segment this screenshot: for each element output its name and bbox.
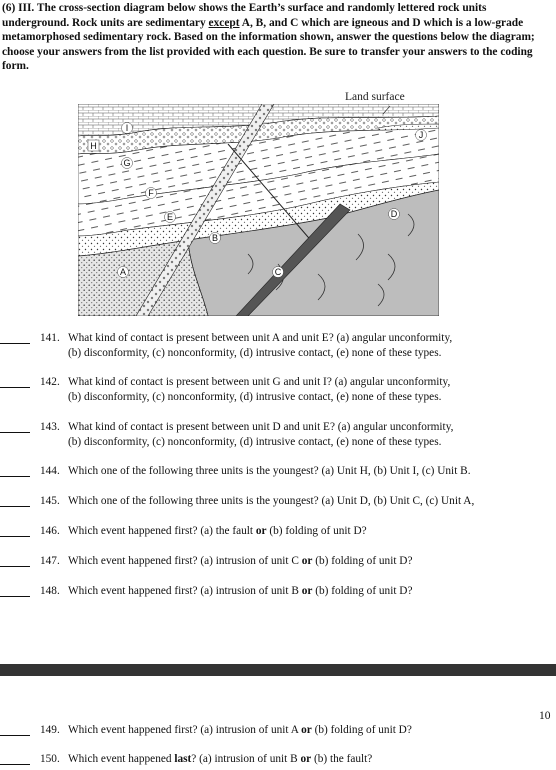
label-g <box>122 158 133 169</box>
answer-blank[interactable] <box>0 735 30 736</box>
question-number: 148. <box>40 585 60 597</box>
question-text: Which event happened first? (a) intrusion of unit B or (b) folding of unit D? <box>68 585 413 597</box>
label-f-text: F <box>148 188 154 198</box>
label-a <box>118 267 129 278</box>
question-150 <box>0 752 556 768</box>
question-text: What kind of contact is present between unit A and unit E? (a) angular unconformity, <box>68 332 453 344</box>
answer-blank[interactable] <box>0 596 30 597</box>
question-number: 145. <box>40 495 60 507</box>
answer-blank[interactable] <box>0 536 30 537</box>
label-i <box>122 123 133 134</box>
answer-blank[interactable] <box>0 566 30 567</box>
question-number: 144. <box>40 465 60 477</box>
land-surface-label: Land surface <box>345 91 405 103</box>
question-text: Which event happened first? (a) intrusion of unit C or (b) folding of unit D? <box>68 555 413 567</box>
emphasis-or: or <box>300 753 312 765</box>
question-text: What kind of contact is present between unit G and unit I? (a) angular unconformity, <box>68 376 451 388</box>
question-text: Which one of the following three units is the youngest? (a) Unit H, (b) Unit I, (c) Unit B. <box>68 465 471 477</box>
label-h <box>88 140 99 151</box>
page-divider <box>0 664 556 676</box>
answer-blank[interactable] <box>0 387 30 388</box>
question-options: (b) disconformity, (c) nonconformity, (d) intrusive contact, (e) none of these types. <box>68 347 442 359</box>
page-number: 10 <box>539 710 551 722</box>
emphasis-last: last <box>174 753 192 765</box>
question-text: Which one of the following three units is the youngest? (a) Unit D, (b) Unit C, (c) Unit A, <box>68 495 475 507</box>
label-j <box>416 130 427 141</box>
question-142 <box>0 375 556 405</box>
question-149 <box>0 723 556 739</box>
label-d <box>389 209 400 220</box>
label-h-text: H <box>90 141 97 151</box>
label-b-text: B <box>211 233 219 243</box>
label-f <box>146 188 157 199</box>
label-c <box>273 267 284 278</box>
emphasis-or: or <box>301 585 313 597</box>
question-148 <box>0 584 556 600</box>
question-text: Which event happened last? (a) intrusion of unit B or (b) the fault? <box>68 753 373 765</box>
question-143 <box>0 420 556 450</box>
question-number: 149. <box>40 724 60 736</box>
emphasis-or: or <box>255 525 267 537</box>
label-d-text: D <box>390 209 398 219</box>
answer-blank[interactable] <box>0 506 30 507</box>
label-g-text: G <box>123 158 131 168</box>
question-options: (b) disconformity, (c) nonconformity, (d) intrusive contact, (e) none of these types. <box>68 391 442 403</box>
question-number: 147. <box>40 555 60 567</box>
label-c-text: C <box>274 267 282 277</box>
label-e <box>165 212 176 223</box>
question-text: What kind of contact is present between unit D and unit E? (a) angular unconformity, <box>68 421 454 433</box>
instructions-paragraph <box>2 1 554 74</box>
emphasis-except: except <box>208 16 240 29</box>
question-146 <box>0 524 556 540</box>
question-number: 142. <box>40 376 60 388</box>
label-b <box>210 233 221 244</box>
question-144 <box>0 464 556 480</box>
cross-section-diagram <box>78 104 439 316</box>
answer-blank[interactable] <box>0 476 30 477</box>
instructions-text: (6) III. The cross-section diagram below shows the Earth’s surface and randomly lettered rock units underground. Rock units are sedimentary <box>2 2 487 29</box>
question-text: Which event happened first? (a) intrusion of unit A or (b) folding of unit D? <box>68 724 412 736</box>
emphasis-or: or <box>301 555 313 567</box>
question-number: 146. <box>40 525 60 537</box>
question-options: (b) disconformity, (c) nonconformity, (d) intrusive contact, (e) none of these types. <box>68 436 442 448</box>
question-145 <box>0 494 556 510</box>
answer-blank[interactable] <box>0 432 30 433</box>
emphasis-or: or <box>301 724 312 736</box>
question-number: 141. <box>40 332 60 344</box>
label-e-text: E <box>166 212 174 222</box>
question-141 <box>0 331 556 361</box>
answer-blank[interactable] <box>0 764 30 765</box>
label-i-text: I <box>125 123 129 133</box>
question-number: 143. <box>40 421 60 433</box>
question-147 <box>0 554 556 570</box>
question-text: Which event happened first? (a) the fault or (b) folding of unit D? <box>68 525 367 537</box>
instructions-text-cont: A, B, and C which are igneous and D which is a low-grade metamorphosed sedimentary rock. Based on the information shown, answer the questions below the diagram; choose your answers from the list provided with each question. Be sure to transfer your answers to the coding form. <box>2 16 535 73</box>
question-number: 150. <box>40 753 60 765</box>
answer-blank[interactable] <box>0 343 30 344</box>
label-j-text: J <box>418 130 424 140</box>
label-a-text: A <box>119 267 127 277</box>
